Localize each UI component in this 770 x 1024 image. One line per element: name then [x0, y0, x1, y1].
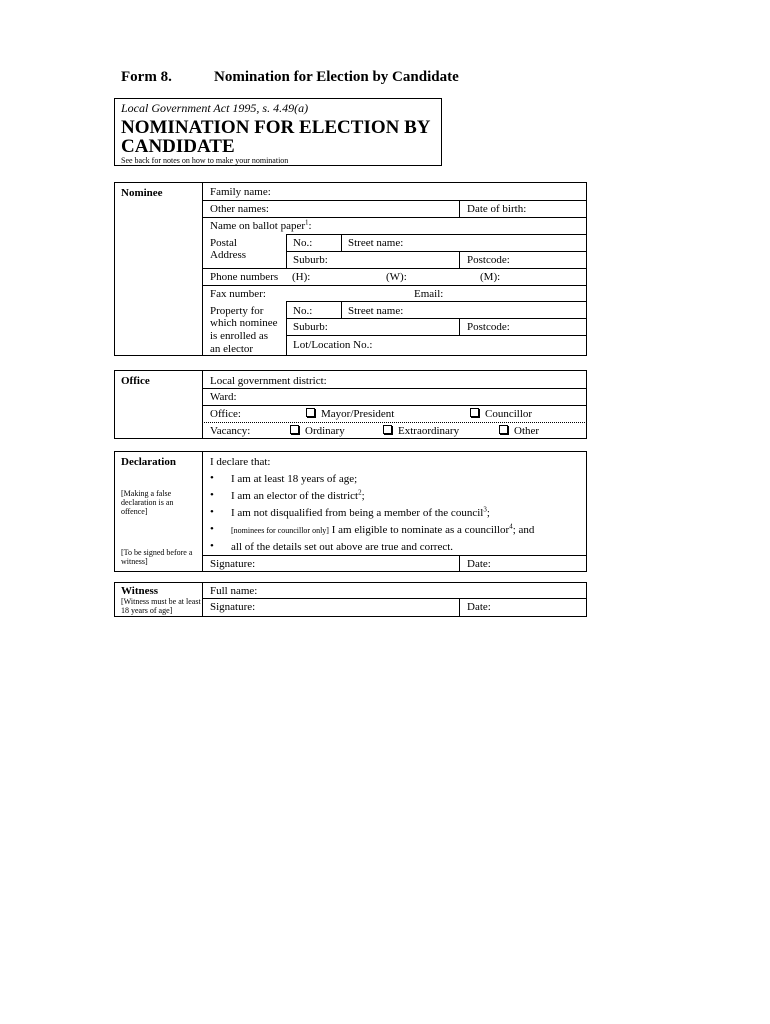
family-name-field[interactable]: Family name: [210, 186, 271, 198]
office-type-label: Office: [210, 408, 241, 420]
other-checkbox[interactable]: Other [499, 425, 539, 437]
local-government-district-field[interactable]: Local government district: [210, 375, 327, 387]
phone-home-field[interactable]: (H): [292, 271, 311, 283]
mayor-president-checkbox[interactable]: Mayor/President [306, 408, 394, 420]
checkbox-icon [499, 425, 508, 434]
checkbox-icon [306, 408, 315, 417]
bullet-icon: • [210, 523, 214, 535]
other-names-field[interactable]: Other names: [210, 203, 269, 215]
property-suburb-field[interactable]: Suburb: [293, 321, 328, 333]
property-label-1: Property for [210, 305, 264, 317]
declaration-intro: I declare that: [210, 456, 271, 468]
bullet-icon: • [210, 489, 214, 501]
nominee-label: Nominee [121, 187, 163, 199]
date-of-birth-field[interactable]: Date of birth: [467, 203, 527, 215]
witness-age-note: [Witness must be at least 18 years of age] [121, 597, 201, 615]
bullet-icon: • [210, 506, 214, 518]
heading-line-2: CANDIDATE [121, 136, 235, 157]
property-label-4: an elector [210, 343, 254, 355]
address-label: Address [210, 249, 247, 261]
ward-field[interactable]: Ward: [210, 391, 237, 403]
checkbox-icon [470, 408, 479, 417]
property-label-2: which nominee [210, 317, 278, 329]
property-postcode-field[interactable]: Postcode: [467, 321, 510, 333]
lot-location-field[interactable]: Lot/Location No.: [293, 339, 373, 351]
vacancy-label: Vacancy: [210, 425, 251, 437]
declaration-item-not-disqualified: I am not disqualified from being a member of the council$^3$; [231, 505, 490, 519]
postal-street-field[interactable]: Street name: [348, 237, 404, 249]
property-street-field[interactable]: Street name: [348, 305, 404, 317]
form-number: Form 8. [121, 69, 172, 85]
declaration-date-field[interactable]: Date: [467, 558, 491, 570]
witness-label: Witness [121, 585, 159, 597]
declaration-signature-field[interactable]: Signature: [210, 558, 256, 570]
property-label-3: is enrolled as [210, 330, 269, 342]
fax-field[interactable]: Fax number: [210, 288, 266, 300]
witness-signature-field[interactable]: Signature: [210, 601, 256, 613]
act-reference: Local Government Act 1995, s. 4.49(a) [121, 101, 309, 115]
postal-suburb-field[interactable]: Suburb: [293, 254, 328, 266]
phone-work-field[interactable]: (W): [386, 271, 407, 283]
phone-mobile-field[interactable]: (M): [480, 271, 501, 283]
extraordinary-checkbox[interactable]: Extraordinary [383, 425, 459, 437]
witness-full-name-field[interactable]: Full name: [210, 585, 258, 597]
postal-label: Postal [210, 237, 237, 249]
checkbox-icon [290, 425, 299, 434]
ordinary-checkbox[interactable]: Ordinary [290, 425, 345, 437]
nomination-note: See back for notes on how to make your nomination [121, 156, 289, 165]
ballot-name-field[interactable]: Name on ballot paper$^1$: [210, 218, 312, 232]
councillor-checkbox[interactable]: Councillor [470, 408, 532, 420]
declaration-item-eligible: [nominees for councillor only] I am eligible to nominate as a councillor$^4$; and [231, 522, 535, 536]
postal-number-field[interactable]: No.: [293, 237, 313, 249]
witness-date-field[interactable]: Date: [467, 601, 491, 613]
office-label: Office [121, 375, 150, 387]
checkbox-icon [383, 425, 392, 434]
witness-sign-note: [To be signed before a witness] [121, 548, 193, 566]
phone-label: Phone numbers [210, 271, 279, 283]
form-title: Nomination for Election by Candidate [214, 69, 459, 85]
postal-postcode-field[interactable]: Postcode: [467, 254, 510, 266]
property-number-field[interactable]: No.: [293, 305, 313, 317]
declaration-item-elector: I am an elector of the district$^2$; [231, 488, 365, 502]
declaration-item-age: I am at least 18 years of age; [231, 473, 358, 485]
declaration-item-correct: all of the details set out above are true and correct. [231, 541, 454, 553]
bullet-icon: • [210, 540, 214, 552]
bullet-icon: • [210, 472, 214, 484]
heading-line-1: NOMINATION FOR ELECTION BY [121, 117, 431, 138]
email-field[interactable]: Email: [414, 288, 444, 300]
declaration-label: Declaration [121, 456, 176, 468]
false-declaration-note: [Making a false declaration is an offence] [121, 489, 174, 516]
